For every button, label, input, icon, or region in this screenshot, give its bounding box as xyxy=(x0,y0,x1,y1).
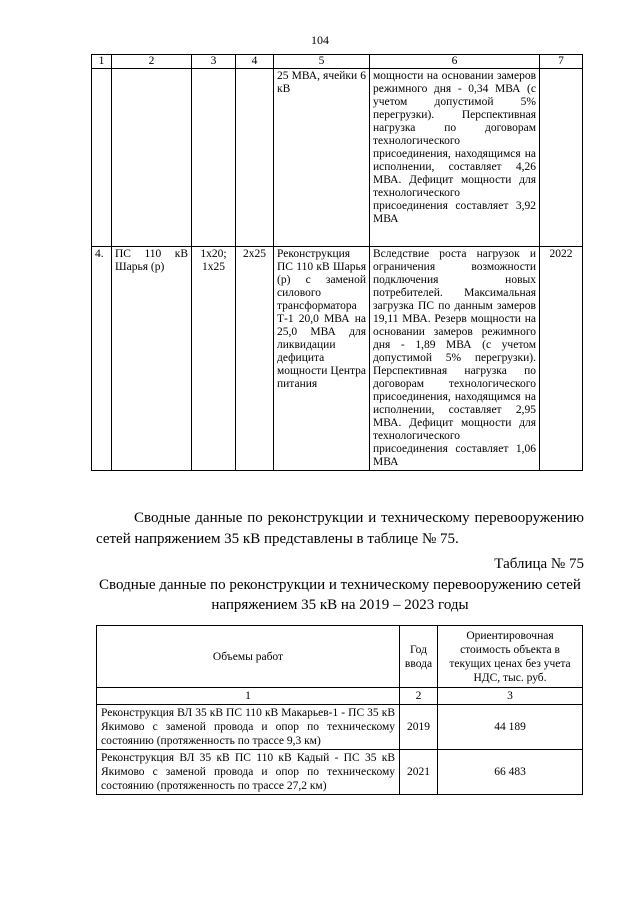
work-cell: Реконструкция ВЛ 35 кВ ПС 110 кВ Кадый - ПС 35 кВ Якимово с заменой провода и опор по техническому состоянию (протяженность по трассе 27,2 км) xyxy=(97,750,400,795)
column-number: 5 xyxy=(274,55,370,69)
table-row xyxy=(92,247,583,471)
column-number: 7 xyxy=(540,55,583,69)
substation-name-cell: ПС 110 кВ Шарья (р) xyxy=(112,247,192,471)
header-year: Год ввода xyxy=(400,626,438,688)
year-cell: 2019 xyxy=(400,705,438,750)
summary-paragraph: Сводные данные по реконструкции и техническому перевооружению сетей напряжением 35 кВ представлены в таблице № 75. xyxy=(96,510,584,547)
column-number: 4 xyxy=(236,55,274,69)
substation-table xyxy=(91,54,583,471)
year-cell: 2021 xyxy=(400,750,438,795)
table-row xyxy=(97,750,583,795)
year-cell: 2022 xyxy=(540,247,583,471)
justification-cell: мощности на основании замеров режимного дня - 0,34 МВА (с учетом допустимой 5% перегрузки). Перспективная нагрузка по договорам технологического присоединения, находящимся на исполнении, составляет 4,26 МВА. Дефицит мощности для технологического присоединения составляет 3,92 МВА xyxy=(370,69,540,247)
row-number-cell: 4. xyxy=(92,247,112,471)
table-header-row xyxy=(97,626,583,688)
measure-cell: Реконструкция ПС 110 кВ Шарья (р) с заменой силового трансформатора Т-1 20,0 МВА на 25,0 МВА для ликвидации дефицита мощности Центра питания xyxy=(274,247,370,471)
existing-capacity-cell: 1х20; 1х25 xyxy=(192,247,236,471)
cost-cell: 44 189 xyxy=(438,705,583,750)
justification-cell: Вследствие роста нагрузок и ограничения возможности подключения новых потребителей. Максимальная загрузка ПС по данным замеров 19,11 МВА. Резерв мощности на основании замеров режимного дня - 1,89 МВА (с учетом допустимой 5% перегрузки). Перспективная нагрузка по договорам технологического присоединения, находящимся на исполнении, составляет 2,95 МВА. Дефицит мощности для технологического присоединения составляет 1,06 МВА xyxy=(370,247,540,471)
column-number: 1 xyxy=(92,55,112,69)
work-cell: Реконструкция ВЛ 35 кВ ПС 110 кВ Макарьев-1 - ПС 35 кВ Якимово с заменой провода и опор по техническому состоянию (протяженность по трассе 9,3 км) xyxy=(97,705,400,750)
cost-cell: 66 483 xyxy=(438,750,583,795)
column-number: 1 xyxy=(97,688,400,705)
table-number: Таблица № 75 xyxy=(494,556,584,572)
column-number: 2 xyxy=(400,688,438,705)
reconstruction-table xyxy=(96,625,583,795)
table-number-row xyxy=(97,688,583,705)
column-number: 3 xyxy=(438,688,583,705)
table-title: Сводные данные по реконструкции и техническому перевооружению сетей напряжением 35 кВ на 2019 – 2023 годы xyxy=(99,577,581,613)
table-row xyxy=(97,705,583,750)
header-cost: Ориентировочная стоимость объекта в текущих ценах без учета НДС, тыс. руб. xyxy=(438,626,583,688)
column-number: 3 xyxy=(192,55,236,69)
column-number: 6 xyxy=(370,55,540,69)
header-work: Объемы работ xyxy=(97,626,400,688)
table-row xyxy=(92,69,583,247)
new-capacity-cell: 2х25 xyxy=(236,247,274,471)
page-number: 104 xyxy=(311,33,329,47)
measure-cell: 25 МВА, ячейки 6 кВ xyxy=(274,69,370,247)
table-header-row xyxy=(92,55,583,69)
column-number: 2 xyxy=(112,55,192,69)
